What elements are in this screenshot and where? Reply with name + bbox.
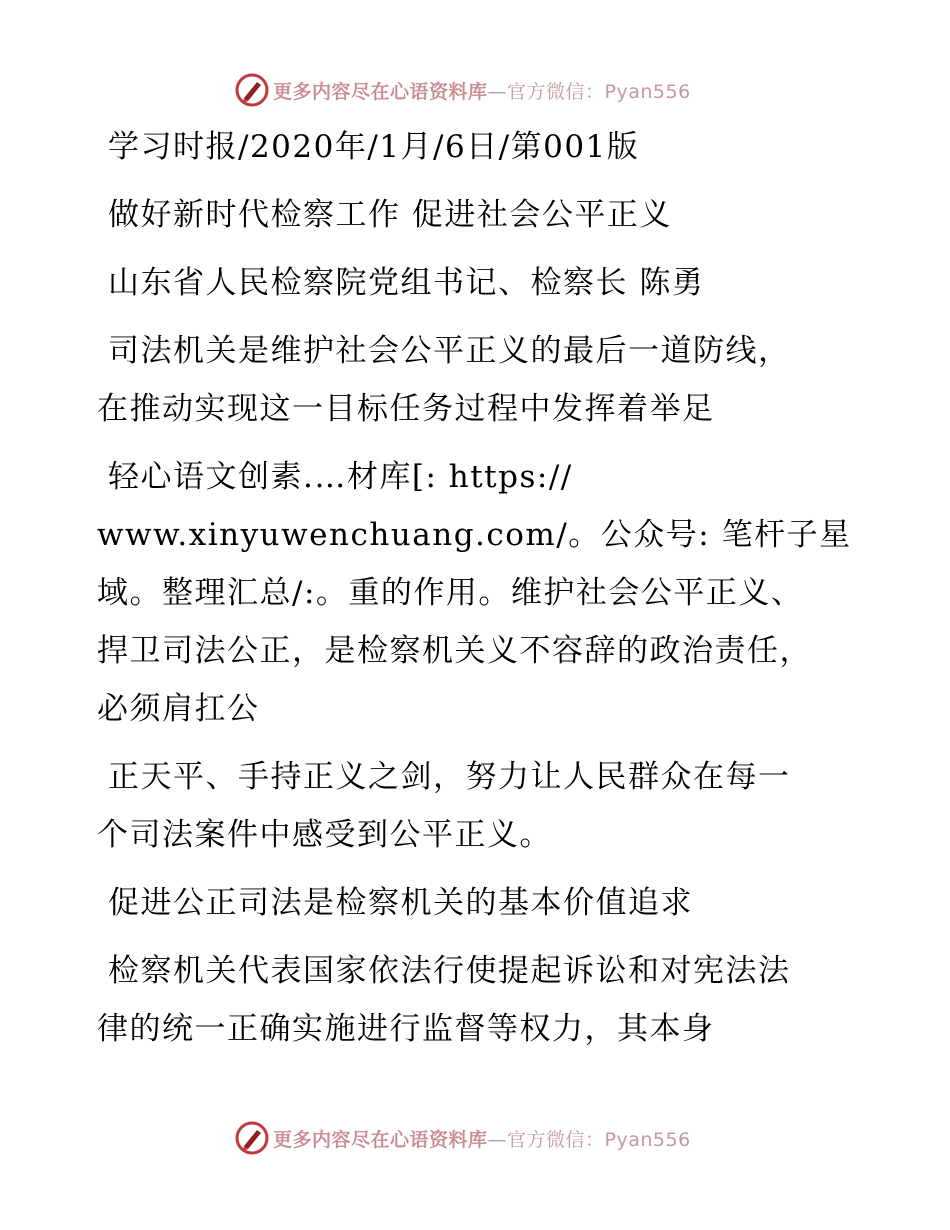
banner-wechat-id: Pyan556 bbox=[604, 80, 691, 103]
text-line: 检察机关代表国家依法行使提起诉讼和对宪法法 bbox=[108, 953, 791, 989]
banner-main-text: 更多内容尽在心语资料库 bbox=[273, 1128, 488, 1151]
body-paragraph bbox=[97, 322, 837, 438]
banner-wechat-label: 官方微信： bbox=[507, 80, 605, 103]
text-line: 域。整理汇总/:。重的作用。维护社会公平正义、 bbox=[97, 575, 804, 611]
author-line bbox=[97, 254, 837, 312]
text-line: www.xinyuwenchuang.com/。公众号: 笔杆子星 bbox=[97, 517, 852, 553]
body-paragraph bbox=[97, 748, 837, 864]
source-line bbox=[97, 118, 837, 176]
banner-main-text: 更多内容尽在心语资料库 bbox=[273, 80, 488, 103]
body-paragraph bbox=[97, 448, 852, 738]
text-line: 必须肩扛公 bbox=[97, 691, 260, 727]
pen-logo-icon bbox=[235, 1121, 269, 1155]
text-line: 山东省人民检察院党组书记、检察长 陈勇 bbox=[108, 265, 705, 301]
pen-logo-icon bbox=[235, 73, 269, 107]
article-body bbox=[97, 118, 852, 1068]
text-line: 在推动实现这一目标任务过程中发挥着举足 bbox=[97, 391, 715, 427]
header-banner bbox=[0, 70, 950, 110]
text-line: 学习时报/2020年/1月/6日/第001版 bbox=[108, 129, 640, 165]
banner-separator: — bbox=[487, 1128, 508, 1151]
text-line: 轻心语文创素.…材库[: https:// bbox=[108, 459, 573, 495]
text-line: 促进公正司法是检察机关的基本价值追求 bbox=[108, 885, 693, 921]
footer-banner bbox=[0, 1118, 950, 1158]
text-line: 律的统一正确实施进行监督等权力，其本身 bbox=[97, 1011, 715, 1047]
banner-wechat-label: 官方微信： bbox=[507, 1128, 605, 1151]
body-paragraph bbox=[97, 942, 837, 1058]
section-heading bbox=[97, 874, 837, 932]
banner-wechat-id: Pyan556 bbox=[604, 1128, 691, 1151]
text-line: 司法机关是维护社会公平正义的最后一道防线， bbox=[108, 333, 791, 369]
article-title bbox=[97, 186, 837, 244]
text-line: 做好新时代检察工作 促进社会公平正义 bbox=[108, 197, 672, 233]
text-line: 个司法案件中感受到公平正义。 bbox=[97, 817, 552, 853]
banner-separator: — bbox=[487, 80, 508, 103]
text-line: 正天平、手持正义之剑，努力让人民群众在每一 bbox=[108, 759, 791, 795]
text-line: 捍卫司法公正，是检察机关义不容辞的政治责任， bbox=[97, 633, 812, 669]
